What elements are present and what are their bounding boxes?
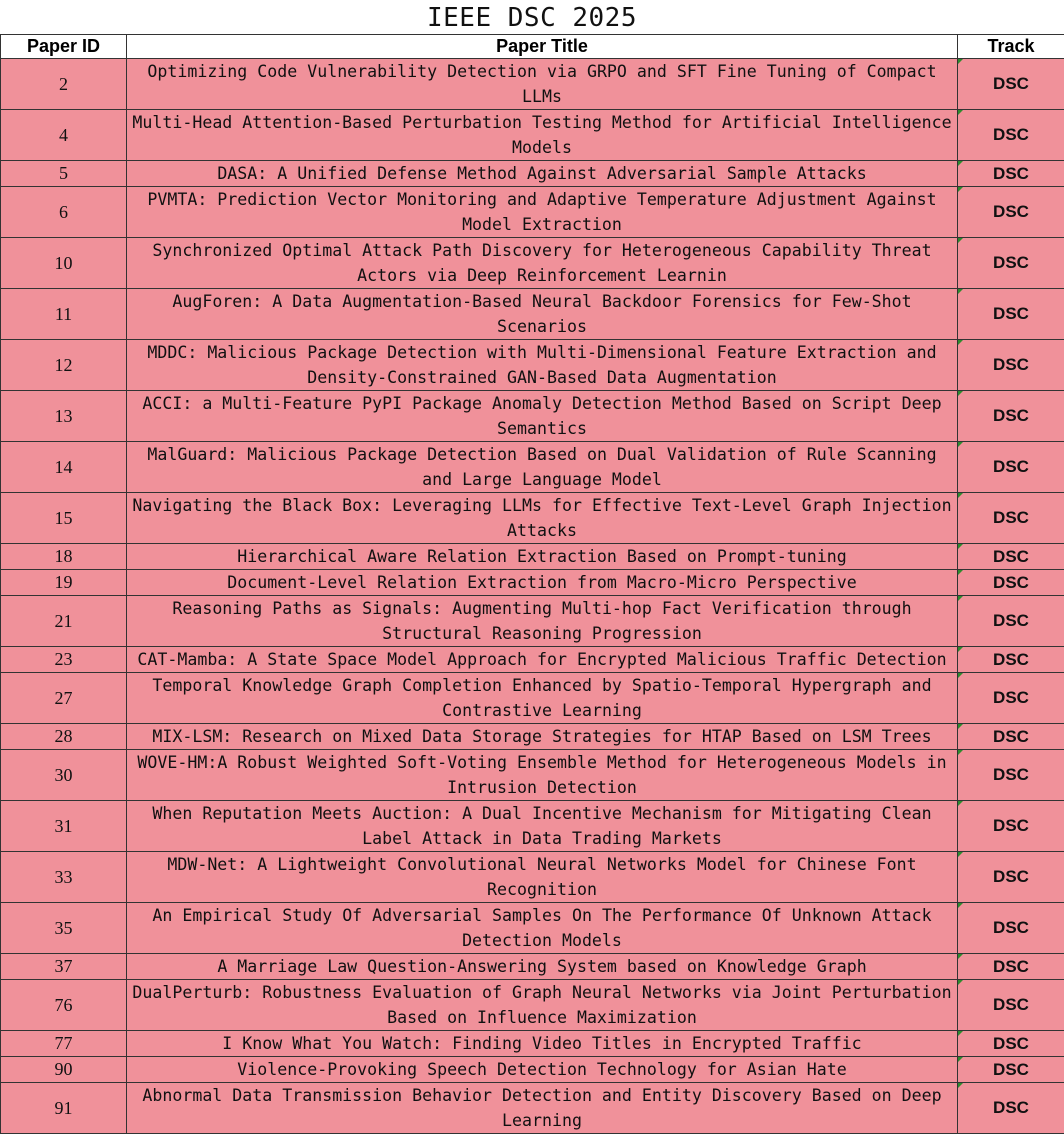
paper-title-cell[interactable]: PVMTA: Prediction Vector Monitoring and Adaptive Temperature Adjustment Against Model Extraction	[127, 187, 958, 238]
track-cell[interactable]: DSC	[958, 750, 1064, 801]
paper-title-cell[interactable]: Reasoning Paths as Signals: Augmenting Multi-hop Fact Verification through Structural Reasoning Progression	[127, 596, 958, 647]
track-cell[interactable]: DSC	[958, 110, 1064, 161]
paper-title-cell[interactable]: MalGuard: Malicious Package Detection Based on Dual Validation of Rule Scanning and Large Language Model	[127, 442, 958, 493]
table-row	[1, 1083, 1064, 1134]
table-row	[1, 647, 1064, 673]
header-row	[1, 35, 1064, 59]
track-cell[interactable]: DSC	[958, 724, 1064, 750]
paper-id-cell[interactable]: 4	[1, 110, 127, 161]
paper-id-cell[interactable]: 15	[1, 493, 127, 544]
paper-title-cell[interactable]: Document-Level Relation Extraction from Macro-Micro Perspective	[127, 570, 958, 596]
paper-id-cell[interactable]: 23	[1, 647, 127, 673]
table-row	[1, 544, 1064, 570]
paper-title-cell[interactable]: AugForen: A Data Augmentation-Based Neural Backdoor Forensics for Few-Shot Scenarios	[127, 289, 958, 340]
paper-title-cell[interactable]: Multi-Head Attention-Based Perturbation Testing Method for Artificial Intelligence Models	[127, 110, 958, 161]
table-row	[1, 724, 1064, 750]
table-row	[1, 852, 1064, 903]
track-cell[interactable]: DSC	[958, 596, 1064, 647]
table-row	[1, 980, 1064, 1031]
track-cell[interactable]: DSC	[958, 187, 1064, 238]
paper-title-cell[interactable]: Hierarchical Aware Relation Extraction Based on Prompt-tuning	[127, 544, 958, 570]
paper-id-cell[interactable]: 31	[1, 801, 127, 852]
paper-id-cell[interactable]: 30	[1, 750, 127, 801]
paper-id-cell[interactable]: 27	[1, 673, 127, 724]
table-row	[1, 493, 1064, 544]
track-cell[interactable]: DSC	[958, 544, 1064, 570]
paper-title-cell[interactable]: WOVE-HM:A Robust Weighted Soft-Voting Ensemble Method for Heterogeneous Models in Intrusion Detection	[127, 750, 958, 801]
track-cell[interactable]: DSC	[958, 391, 1064, 442]
track-cell[interactable]: DSC	[958, 340, 1064, 391]
paper-title-cell[interactable]: When Reputation Meets Auction: A Dual Incentive Mechanism for Mitigating Clean Label Attack in Data Trading Markets	[127, 801, 958, 852]
track-cell[interactable]: DSC	[958, 59, 1064, 110]
paper-title-cell[interactable]: A Marriage Law Question-Answering System based on Knowledge Graph	[127, 954, 958, 980]
track-cell[interactable]: DSC	[958, 1057, 1064, 1083]
paper-title-cell[interactable]: An Empirical Study Of Adversarial Samples On The Performance Of Unknown Attack Detection Models	[127, 903, 958, 954]
paper-id-cell[interactable]: 76	[1, 980, 127, 1031]
paper-id-cell[interactable]: 12	[1, 340, 127, 391]
column-header-paper-id[interactable]: Paper ID	[1, 35, 127, 59]
paper-id-cell[interactable]: 2	[1, 59, 127, 110]
paper-id-cell[interactable]: 18	[1, 544, 127, 570]
table-row	[1, 187, 1064, 238]
table-row	[1, 289, 1064, 340]
paper-id-cell[interactable]: 21	[1, 596, 127, 647]
table-row	[1, 161, 1064, 187]
table-row	[1, 596, 1064, 647]
paper-id-cell[interactable]: 90	[1, 1057, 127, 1083]
paper-id-cell[interactable]: 19	[1, 570, 127, 596]
table-row	[1, 673, 1064, 724]
paper-title-cell[interactable]: DASA: A Unified Defense Method Against Adversarial Sample Attacks	[127, 161, 958, 187]
paper-title-cell[interactable]: MDW-Net: A Lightweight Convolutional Neural Networks Model for Chinese Font Recognition	[127, 852, 958, 903]
paper-id-cell[interactable]: 13	[1, 391, 127, 442]
paper-table	[0, 34, 1064, 1134]
table-row	[1, 110, 1064, 161]
table-row	[1, 801, 1064, 852]
table-row	[1, 442, 1064, 493]
table-row	[1, 340, 1064, 391]
track-cell[interactable]: DSC	[958, 673, 1064, 724]
track-cell[interactable]: DSC	[958, 1031, 1064, 1057]
track-cell[interactable]: DSC	[958, 647, 1064, 673]
paper-id-cell[interactable]: 33	[1, 852, 127, 903]
paper-title-cell[interactable]: Navigating the Black Box: Leveraging LLMs for Effective Text-Level Graph Injection Attacks	[127, 493, 958, 544]
sheet-title: IEEE DSC 2025	[0, 0, 1064, 34]
paper-title-cell[interactable]: CAT-Mamba: A State Space Model Approach for Encrypted Malicious Traffic Detection	[127, 647, 958, 673]
column-header-paper-title[interactable]: Paper Title	[127, 35, 958, 59]
paper-id-cell[interactable]: 14	[1, 442, 127, 493]
paper-id-cell[interactable]: 11	[1, 289, 127, 340]
track-cell[interactable]: DSC	[958, 852, 1064, 903]
table-row	[1, 954, 1064, 980]
paper-title-cell[interactable]: I Know What You Watch: Finding Video Titles in Encrypted Traffic	[127, 1031, 958, 1057]
paper-id-cell[interactable]: 5	[1, 161, 127, 187]
paper-title-cell[interactable]: Abnormal Data Transmission Behavior Detection and Entity Discovery Based on Deep Learning	[127, 1083, 958, 1134]
paper-title-cell[interactable]: MDDC: Malicious Package Detection with Multi-Dimensional Feature Extraction and Density-Constrained GAN-Based Data Augmentation	[127, 340, 958, 391]
paper-title-cell[interactable]: MIX-LSM: Research on Mixed Data Storage Strategies for HTAP Based on LSM Trees	[127, 724, 958, 750]
column-header-track[interactable]: Track	[958, 35, 1064, 59]
paper-id-cell[interactable]: 10	[1, 238, 127, 289]
track-cell[interactable]: DSC	[958, 289, 1064, 340]
paper-title-cell[interactable]: Violence-Provoking Speech Detection Technology for Asian Hate	[127, 1057, 958, 1083]
paper-id-cell[interactable]: 91	[1, 1083, 127, 1134]
track-cell[interactable]: DSC	[958, 442, 1064, 493]
paper-id-cell[interactable]: 37	[1, 954, 127, 980]
track-cell[interactable]: DSC	[958, 493, 1064, 544]
paper-title-cell[interactable]: Temporal Knowledge Graph Completion Enhanced by Spatio-Temporal Hypergraph and Contrastive Learning	[127, 673, 958, 724]
paper-id-cell[interactable]: 28	[1, 724, 127, 750]
paper-id-cell[interactable]: 35	[1, 903, 127, 954]
paper-id-cell[interactable]: 77	[1, 1031, 127, 1057]
track-cell[interactable]: DSC	[958, 1083, 1064, 1134]
paper-rows	[1, 59, 1064, 1134]
track-cell[interactable]: DSC	[958, 980, 1064, 1031]
table-row	[1, 750, 1064, 801]
track-cell[interactable]: DSC	[958, 954, 1064, 980]
track-cell[interactable]: DSC	[958, 238, 1064, 289]
table-row	[1, 59, 1064, 110]
track-cell[interactable]: DSC	[958, 161, 1064, 187]
paper-id-cell[interactable]: 6	[1, 187, 127, 238]
table-row	[1, 238, 1064, 289]
track-cell[interactable]: DSC	[958, 903, 1064, 954]
table-row	[1, 1057, 1064, 1083]
paper-title-cell[interactable]: ACCI: a Multi-Feature PyPI Package Anomaly Detection Method Based on Script Deep Semantics	[127, 391, 958, 442]
table-row	[1, 391, 1064, 442]
paper-title-cell[interactable]: Synchronized Optimal Attack Path Discovery for Heterogeneous Capability Threat Actors via Deep Reinforcement Learnin	[127, 238, 958, 289]
table-row	[1, 570, 1064, 596]
table-row	[1, 1031, 1064, 1057]
track-cell[interactable]: DSC	[958, 801, 1064, 852]
table-row	[1, 903, 1064, 954]
paper-title-cell[interactable]: Optimizing Code Vulnerability Detection via GRPO and SFT Fine Tuning of Compact LLMs	[127, 59, 958, 110]
paper-title-cell[interactable]: DualPerturb: Robustness Evaluation of Graph Neural Networks via Joint Perturbation Based on Influence Maximization	[127, 980, 958, 1031]
track-cell[interactable]: DSC	[958, 570, 1064, 596]
